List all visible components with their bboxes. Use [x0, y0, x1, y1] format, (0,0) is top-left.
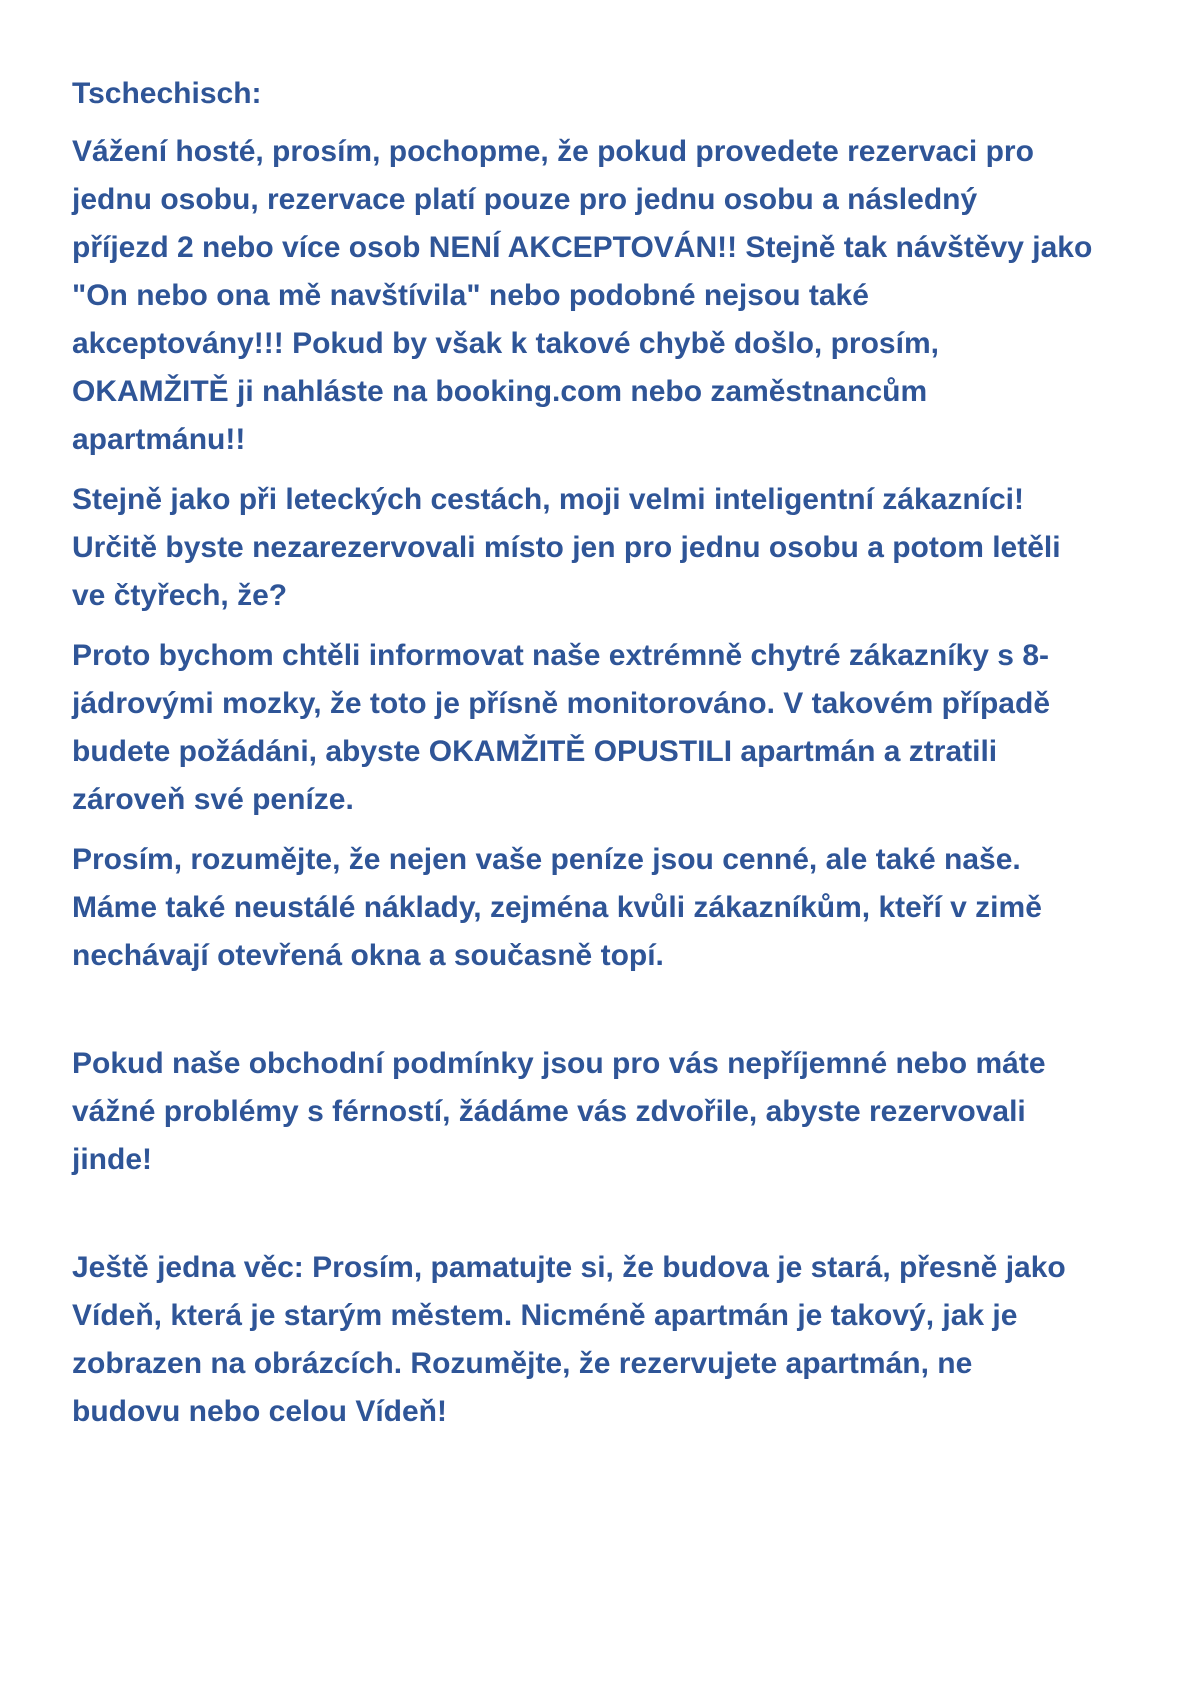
text-line: apartmánu!!	[72, 423, 246, 456]
paragraph-terms	[72, 1040, 1132, 1184]
text-line: OKAMŽITĚ ji nahláste na booking.com nebo zaměstnancům	[72, 375, 928, 408]
text-line: Určitě byste nezarezervovali místo jen pro jednu osobu a potom letěli	[72, 531, 1061, 564]
text-line: "On nebo ona mě navštívila" nebo podobné nejsou také	[72, 279, 869, 312]
text-line: Proto bychom chtěli informovat naše extrémně chytré zákazníky s 8-	[72, 639, 1049, 672]
text-line: nechávají otevřená okna a současně topí.	[72, 939, 664, 972]
text-line: Vážení hosté, prosím, pochopme, že pokud provedete rezervaci pro	[72, 135, 1034, 168]
paragraph-building	[72, 1244, 1132, 1436]
paragraph-booking-rules	[72, 128, 1132, 464]
paragraph-costs	[72, 836, 1132, 980]
text-line: Stejně jako při leteckých cestách, moji velmi inteligentní zákazníci!	[72, 483, 1025, 516]
text-line: akceptovány!!! Pokud by však k takové chybě došlo, prosím,	[72, 327, 939, 360]
paragraph-flight-analogy	[72, 476, 1132, 620]
text-line: Ještě jedna věc: Prosím, pamatujte si, že budova je stará, přesně jako	[72, 1251, 1066, 1284]
paragraph-monitoring	[72, 632, 1132, 824]
text-line: jinde!	[72, 1143, 152, 1176]
text-line: Pokud naše obchodní podmínky jsou pro vás nepříjemné nebo máte	[72, 1047, 1046, 1080]
text-line: jednu osobu, rezervace platí pouze pro jednu osobu a následný	[72, 183, 978, 216]
text-line: ve čtyřech, že?	[72, 579, 288, 612]
text-line: zároveň své peníze.	[72, 783, 354, 816]
text-line: zobrazen na obrázcích. Rozumějte, že rezervujete apartmán, ne	[72, 1347, 973, 1380]
text-line: vážné problémy s férností, žádáme vás zdvořile, abyste rezervovali	[72, 1095, 1026, 1128]
text-line: Máme také neustálé náklady, zejména kvůli zákazníkům, kteří v zimě	[72, 891, 1042, 924]
text-line: jádrovými mozky, že toto je přísně monitorováno. V takovém případě	[72, 687, 1051, 720]
document-page	[72, 70, 1132, 1448]
text-line: budovu nebo celou Vídeň!	[72, 1395, 447, 1428]
document-heading: Tschechisch:	[72, 77, 262, 110]
text-line: příjezd 2 nebo více osob NENÍ AKCEPTOVÁN!! Stejně tak návštěvy jako	[72, 231, 1093, 264]
text-line: Vídeň, která je starým městem. Nicméně apartmán je takový, jak je	[72, 1299, 1018, 1332]
text-line: Prosím, rozumějte, že nejen vaše peníze jsou cenné, ale také naše.	[72, 843, 1021, 876]
text-line: budete požádáni, abyste OKAMŽITĚ OPUSTILI apartmán a ztratili	[72, 735, 998, 768]
